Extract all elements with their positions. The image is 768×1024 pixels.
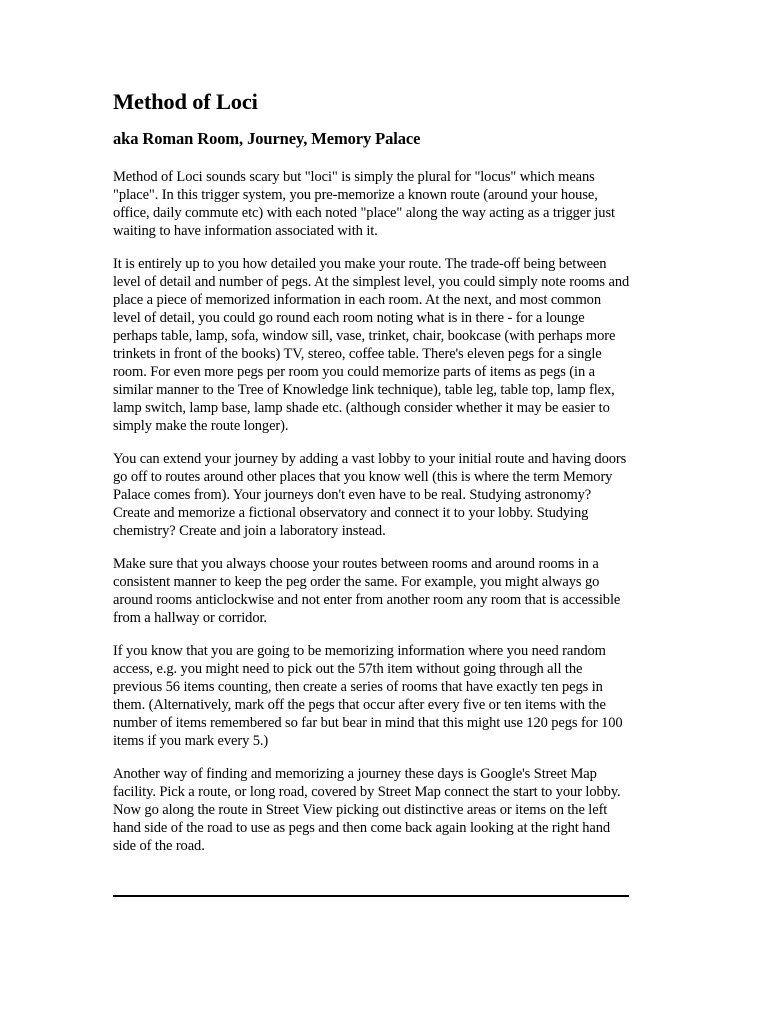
page-subtitle: aka Roman Room, Journey, Memory Palace	[113, 129, 421, 148]
paragraph-extend-journey: You can extend your journey by adding a vast lobby to your initial route and having doors go off to routes around other places that you know well (this is where the term Memory Palace comes from). Your journeys don't even have to be real. Studying astronomy? Create and memorize a fictional observatory and connect it to your lobby. Studying chemistry? Create and join a laboratory instead.	[113, 450, 627, 539]
horizontal-divider	[113, 895, 629, 897]
paragraph-street-map: Another way of finding and memorizing a journey these days is Google's Street Map facility. Pick a route, or long road, covered by Street Map connect the start to your lobby. Now go along the route in Street View picking out distinctive areas or items on the left hand side of the road to use as pegs and then come back again looking at the right hand side of the road.	[113, 765, 621, 854]
paragraph-random-access: If you know that you are going to be memorizing information where you need random access, e.g. you might need to pick out the 57th item without going through all the previous 56 items counting, then create a series of rooms that have exactly ten pegs in them. (Alternatively, mark off the pegs that occur after every five or ten items with the number of items remembered so far but bear in mind that this might use 120 pegs for 100 items if you mark every 5.)	[113, 642, 623, 749]
document-body	[113, 88, 631, 870]
paragraph-consistent-order: Make sure that you always choose your routes between rooms and around rooms in a consistent manner to keep the peg order the same. For example, you might always go around rooms anticlockwise and not enter from another room any room that is accessible from a hallway or corridor.	[113, 555, 621, 626]
paragraph-intro: Method of Loci sounds scary but "loci" is simply the plural for "locus" which means "place". In this trigger system, you pre-memorize a known route (around your house, office, daily commute etc) with each noted "place" along the way acting as a trigger just waiting to have information associated with it.	[113, 168, 615, 239]
page-title: Method of Loci	[113, 89, 258, 114]
paragraph-route-detail: It is entirely up to you how detailed you make your route. The trade-off being between level of detail and number of pegs. At the simplest level, you could simply note rooms and place a piece of memorized information in each room. At the next, and most common level of detail, you could go round each room noting what is in there - for a lounge perhaps table, lamp, sofa, window sill, vase, trinket, chair, bookcase (with perhaps more trinkets in front of the books) TV, stereo, coffee table. There's eleven pegs for a single room. For even more pegs per room you could memorize parts of items as pegs (in a similar manner to the Tree of Knowledge link technique), table leg, table top, lamp flex, lamp switch, lamp base, lamp shade etc. (although consider whether it may be easier to simply make the route longer).	[113, 255, 630, 434]
